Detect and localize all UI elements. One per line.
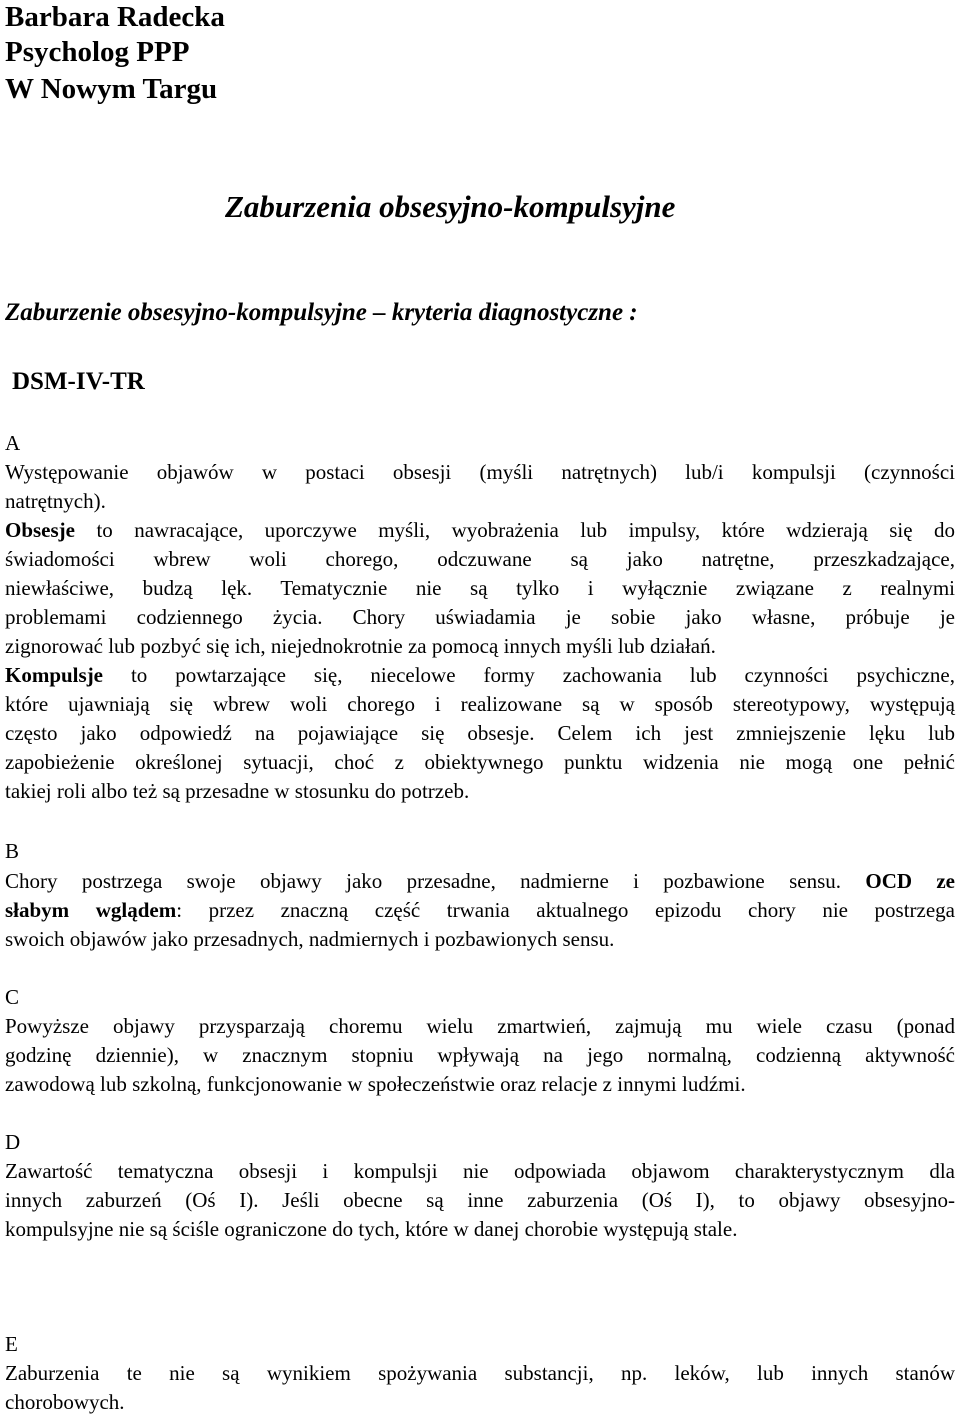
ocd-poor-insight-term: OCD ze: [865, 869, 956, 893]
criterion-a-intro-line: natrętnych).: [5, 489, 106, 513]
criterion-b-letter: B: [5, 839, 20, 863]
criterion-c-line: godzinę dziennie), w znacznym stopniu wpływają na jego normalną, codzienną aktywność: [5, 1043, 955, 1067]
criterion-e-line: Zaburzenia te nie są wynikiem spożywania substancji, np. leków, lub innych stanów: [5, 1361, 955, 1385]
criterion-a-intro-line: Występowanie objawów w postaci obsesji (myśli natrętnych) lub/i kompulsji (czynności: [5, 460, 955, 484]
obsesje-line: [5, 516, 955, 545]
kompulsje-line: często jako odpowiedź na pojawiające się obsesje. Celem ich jest zmniejszenie lęku lub: [5, 721, 955, 745]
criterion-d-line: innych zaburzeń (Oś I). Jeśli obecne są inne zaburzenia (Oś I), to objawy obsesyjno-: [5, 1188, 955, 1212]
criterion-c-line: zawodową lub szkolną, funkcjonowanie w społeczeństwie oraz relacje z innymi ludźmi.: [5, 1072, 746, 1096]
obsesje-line: zignorować lub pozbyć się ich, niejednokrotnie za pomocą innych myśli lub działań.: [5, 634, 716, 658]
kompulsje-line: zapobieżenie określonej sytuacji, choć z obiektywnego punktu widzenia nie mogą one pełnić: [5, 750, 955, 774]
criterion-b-text: [5, 867, 955, 954]
criterion-b-text-part: : przez znaczną część trwania aktualnego epizodu chory nie postrzega: [176, 898, 955, 922]
criterion-c-text: [5, 1012, 955, 1099]
classification-standard: DSM-IV-TR: [12, 368, 145, 395]
criterion-a-text: [5, 458, 955, 806]
kompulsje-term: Kompulsje: [5, 663, 104, 687]
criterion-e-text: [5, 1359, 955, 1417]
criterion-d-text: [5, 1157, 955, 1244]
criterion-d-line: kompulsyjne nie są ściśle ograniczone do tych, które w danej chorobie występują stale.: [5, 1217, 738, 1241]
obsesje-line: problemami codziennego życia. Chory uświadamia je sobie jako własne, próbuje je: [5, 605, 955, 629]
author-place: W Nowym Targu: [5, 73, 218, 105]
document-subtitle: Zaburzenie obsesyjno-kompulsyjne – kryteria diagnostyczne :: [5, 299, 638, 326]
author-role: Psycholog PPP: [5, 36, 190, 68]
kompulsje-definition: to powtarzające się, niecelowe formy zachowania lub czynności psychiczne,: [103, 663, 955, 687]
criterion-b-line: swoich objawów jako przesadnych, nadmiernych i pozbawionych sensu.: [5, 927, 615, 951]
obsesje-definition: to nawracające, uporczywe myśli, wyobrażenia lub impulsy, które wdzierają się do: [75, 518, 955, 542]
kompulsje-line: które ujawniają się wbrew woli chorego i realizowane są w sposób stereotypowy, występują: [5, 692, 955, 716]
criterion-c-letter: C: [5, 985, 20, 1009]
document-title: Zaburzenia obsesyjno-kompulsyjne: [225, 189, 676, 224]
obsesje-line: świadomości wbrew woli chorego, odczuwane są jako natrętne, przeszkadzające,: [5, 547, 955, 571]
obsesje-line: niewłaściwe, budzą lęk. Tematycznie nie są tylko i wyłącznie związane z realnymi: [5, 576, 955, 600]
criterion-d-letter: D: [5, 1130, 21, 1154]
obsesje-term: Obsesje: [5, 518, 75, 542]
criterion-b-text-part: Chory postrzega swoje objawy jako przesadne, nadmierne i pozbawione sensu.: [5, 869, 866, 893]
author-name: Barbara Radecka: [5, 1, 225, 33]
kompulsje-line: [5, 661, 955, 690]
kompulsje-line: takiej roli albo też są przesadne w stosunku do potrzeb.: [5, 779, 470, 803]
criterion-c-line: Powyższe objawy przysparzają choremu wielu zmartwień, zajmują mu wiele czasu (ponad: [5, 1014, 955, 1038]
criterion-a-letter: A: [5, 431, 21, 455]
criterion-b-line: [5, 867, 955, 896]
criterion-e-line: chorobowych.: [5, 1390, 125, 1414]
ocd-poor-insight-term: słabym wglądem: [5, 898, 177, 922]
criterion-d-line: Zawartość tematyczna obsesji i kompulsji nie odpowiada objawom charakterystycznym dla: [5, 1159, 955, 1183]
criterion-e-letter: E: [5, 1332, 18, 1356]
criterion-b-line: [5, 896, 955, 925]
